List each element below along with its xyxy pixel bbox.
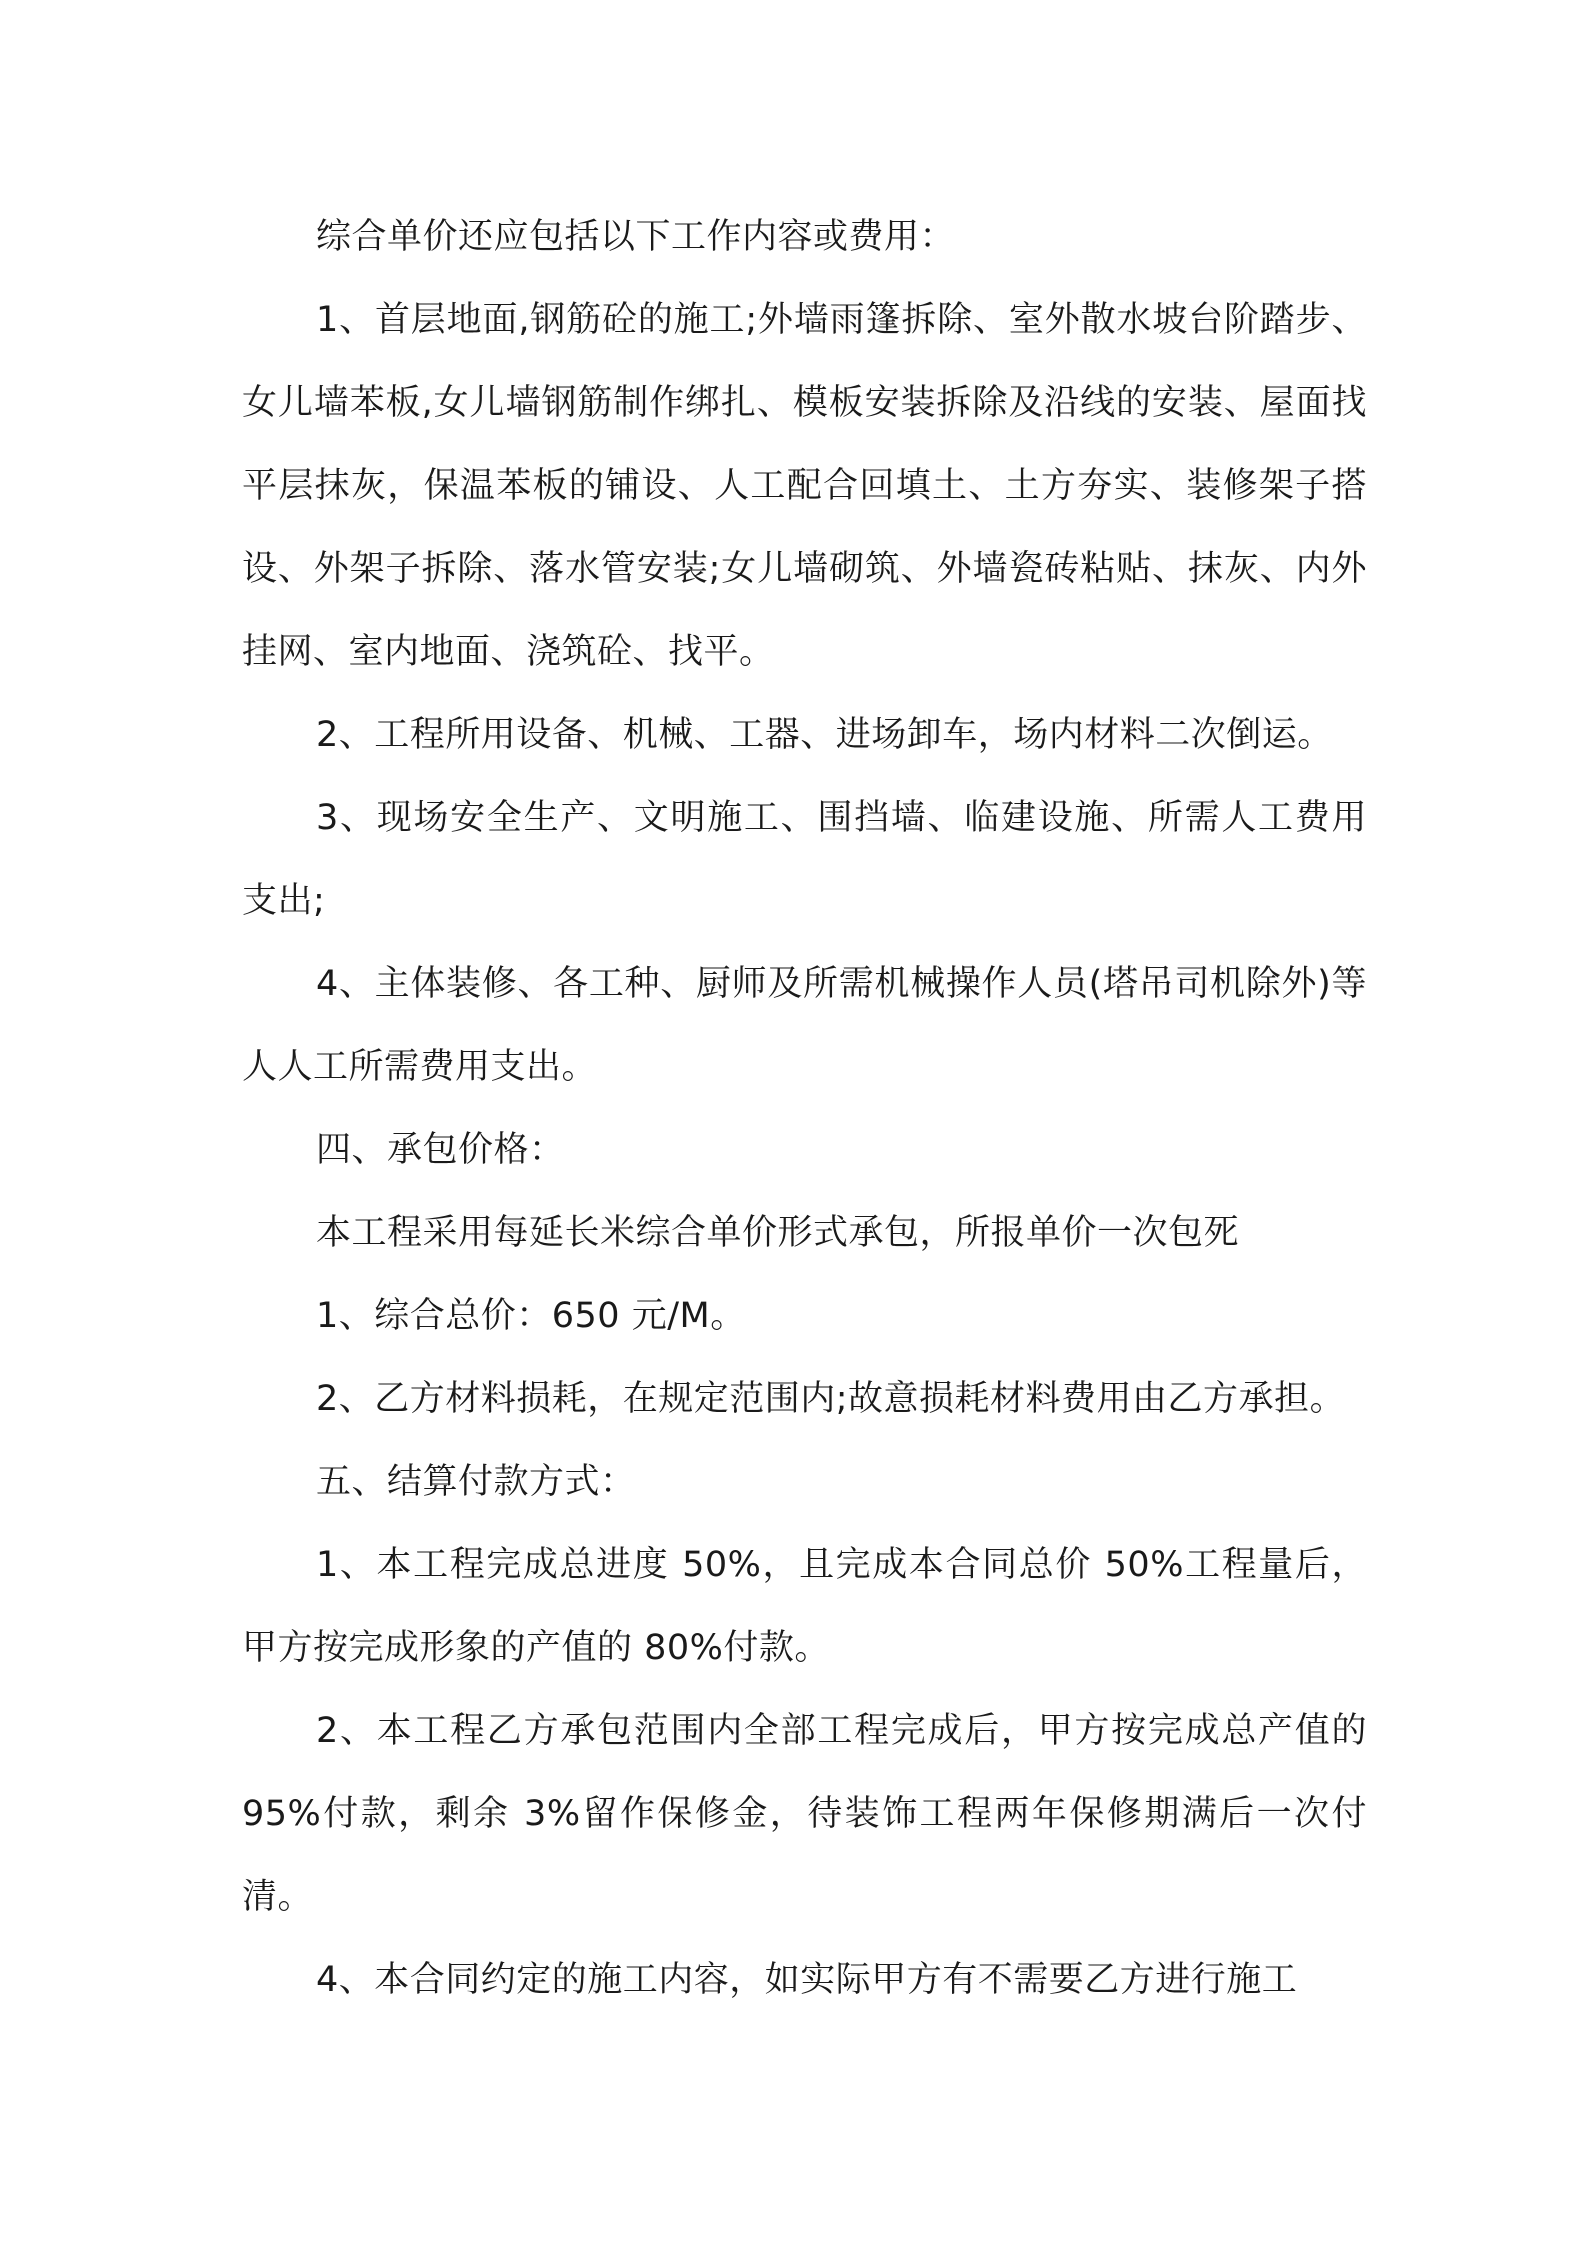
section-heading-payment: 五、结算付款方式： xyxy=(316,1462,636,1502)
paragraph-payment-1: 1、本工程完成总进度 50%，且完成本合同总价 50%工程量后，甲方按完成形象的产值的 80%付款。 xyxy=(242,1545,1367,1668)
paragraph-intro: 综合单价还应包括以下工作内容或费用： xyxy=(316,217,956,257)
paragraph-item-4: 4、主体装修、各工种、厨师及所需机械操作人员(塔吊司机除外)等人人工所需费用支出。 xyxy=(242,964,1367,1087)
paragraph-price-form: 本工程采用每延长米综合单价形式承包，所报单价一次包死 xyxy=(316,1213,1240,1253)
paragraph-payment-2: 2、本工程乙方承包范围内全部工程完成后，甲方按完成总产值的 95%付款，剩余 3%留作保修金，待装饰工程两年保修期满后一次付清。 xyxy=(242,1711,1367,1917)
paragraph-item-2: 2、工程所用设备、机械、工器、进场卸车，场内材料二次倒运。 xyxy=(316,715,1333,755)
section-heading-contract-price: 四、承包价格： xyxy=(316,1130,565,1170)
paragraph-total-price: 1、综合总价：650 元/M。 xyxy=(316,1296,746,1336)
paragraph-material-loss: 2、乙方材料损耗，在规定范围内;故意损耗材料费用由乙方承担。 xyxy=(316,1379,1346,1419)
paragraph-item-3: 3、现场安全生产、文明施工、围挡墙、临建设施、所需人工费用支出; xyxy=(242,798,1367,921)
paragraph-item-1: 1、首层地面,钢筋砼的施工;外墙雨篷拆除、室外散水坡台阶踏步、女儿墙苯板,女儿墙钢筋制作绑扎、模板安装拆除及沿线的安装、屋面找平层抹灰，保温苯板的铺设、人工配合回填土、土方夯实、装修架子搭设、外架子拆除、落水管安装;女儿墙砌筑、外墙瓷砖粘贴、抹灰、内外挂网、室内地面、浇筑砼、找平。 xyxy=(242,300,1367,672)
paragraph-payment-4: 4、本合同约定的施工内容，如实际甲方有不需要乙方进行施工 xyxy=(316,1960,1298,2000)
document-body xyxy=(242,196,1367,2022)
